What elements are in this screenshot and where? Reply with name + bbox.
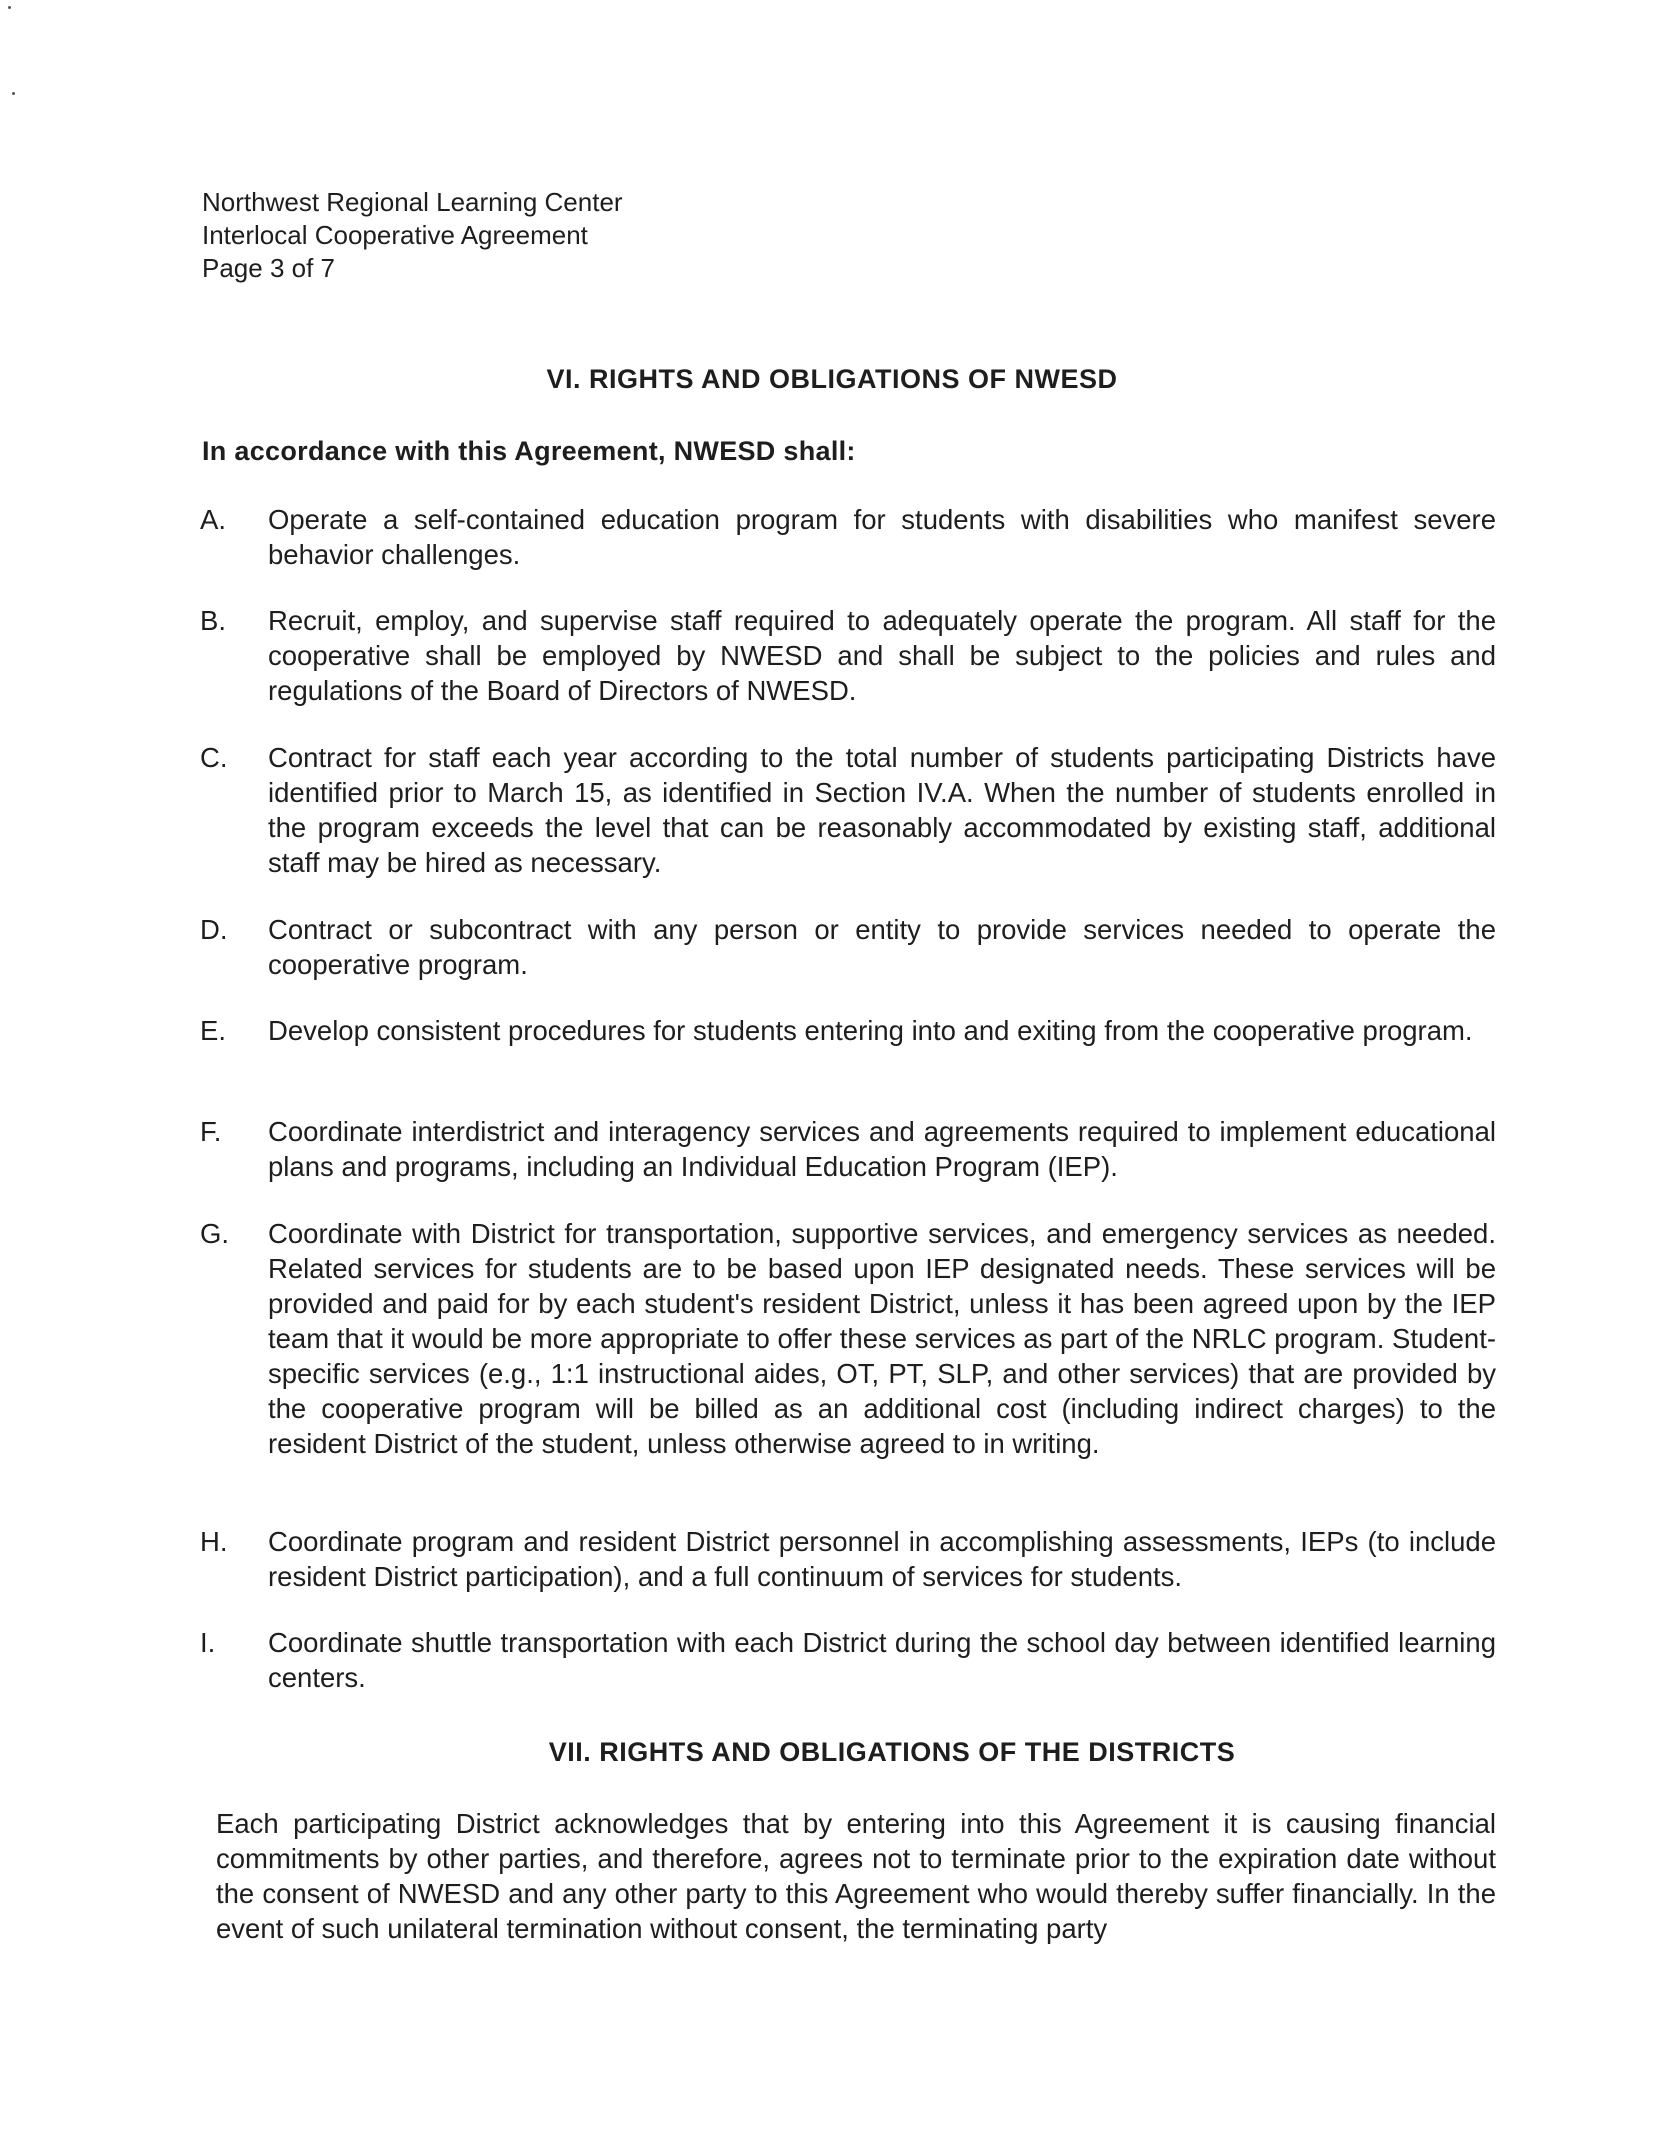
- list-item-text: Coordinate program and resident District personnel in accomplishing assessments, IEPs (to include resident District participation), and a full continuum of services for students.: [268, 1526, 1496, 1592]
- list-item-letter: B.: [200, 605, 226, 636]
- list-item-text: Develop consistent procedures for students entering into and exiting from the cooperative program.: [268, 1015, 1473, 1046]
- list-item-a: [200, 502, 1496, 572]
- list-item-text: Recruit, employ, and supervise staff required to adequately operate the program. All staff for the cooperative shall be employed by NWESD and shall be subject to the policies and rules and regulations of the Board of Directors of NWESD.: [268, 605, 1496, 706]
- list-item-letter: E.: [200, 1015, 226, 1046]
- list-item-e: [200, 1013, 1496, 1048]
- list-item-c: [200, 740, 1496, 880]
- list-item-letter: H.: [200, 1526, 228, 1557]
- list-item-f: [200, 1114, 1496, 1184]
- list-item-g: [200, 1216, 1496, 1461]
- list-item-d: [200, 912, 1496, 982]
- document-header: [202, 186, 623, 285]
- section-7-title: VII. RIGHTS AND OBLIGATIONS OF THE DISTRICTS: [548, 1737, 1236, 1767]
- list-item-text: Coordinate interdistrict and interagency services and agreements required to implement educational plans and programs, including an Individual Education Program (IEP).: [268, 1116, 1496, 1182]
- header-line-organization: Northwest Regional Learning Center: [202, 187, 623, 217]
- scan-speck: [8, 6, 11, 9]
- list-item-letter: F.: [200, 1116, 222, 1147]
- header-line-page-number: Page 3 of 7: [202, 253, 335, 283]
- list-item-b: [200, 603, 1496, 708]
- header-line-agreement: Interlocal Cooperative Agreement: [202, 220, 588, 250]
- list-item-letter: A.: [200, 504, 226, 535]
- list-item-letter: D.: [200, 914, 228, 945]
- section-6-intro: In accordance with this Agreement, NWESD shall:: [202, 436, 856, 466]
- list-item-letter: G.: [200, 1218, 230, 1249]
- section-6-title: VI. RIGHTS AND OBLIGATIONS OF NWESD: [546, 364, 1118, 394]
- list-item-text: Contract or subcontract with any person or entity to provide services needed to operate the cooperative program.: [268, 914, 1496, 980]
- list-item-text: Coordinate with District for transportation, supportive services, and emergency services as needed. Related services for students are to be based upon IEP designated needs. These services will be provided and paid for by each student's resident District, unless it has been agreed upon by the IEP team that it would be more appropriate to offer these services as part of the NRLC program. Student-specific services (e.g., 1:1 instructional aides, OT, PT, SLP, and other services) that are provided by the cooperative program will be billed as an additional cost (including indirect charges) to the resident District of the student, unless otherwise agreed to in writing.: [268, 1218, 1496, 1459]
- list-item-h: [200, 1524, 1496, 1594]
- list-item-text: Coordinate shuttle transportation with each District during the school day between identified learning centers.: [268, 1627, 1496, 1693]
- list-item-text: Operate a self-contained education program for students with disabilities who manifest severe behavior challenges.: [268, 504, 1496, 570]
- scan-speck: [12, 92, 15, 95]
- list-item-i: [200, 1625, 1496, 1695]
- section-7-paragraph: Each participating District acknowledges that by entering into this Agreement it is causing financial commitments by other parties, and therefore, agrees not to terminate prior to the expiration date without the consent of NWESD and any other party to this Agreement who would thereby suffer financially. In the event of such unilateral termination without consent, the terminating party: [216, 1808, 1496, 1944]
- list-item-letter: C.: [200, 742, 228, 773]
- list-item-letter: I.: [200, 1627, 216, 1658]
- list-item-text: Contract for staff each year according to the total number of students participating Districts have identified prior to March 15, as identified in Section IV.A. When the number of students enrolled in the program exceeds the level that can be reasonably accommodated by existing staff, additional staff may be hired as necessary.: [268, 742, 1496, 878]
